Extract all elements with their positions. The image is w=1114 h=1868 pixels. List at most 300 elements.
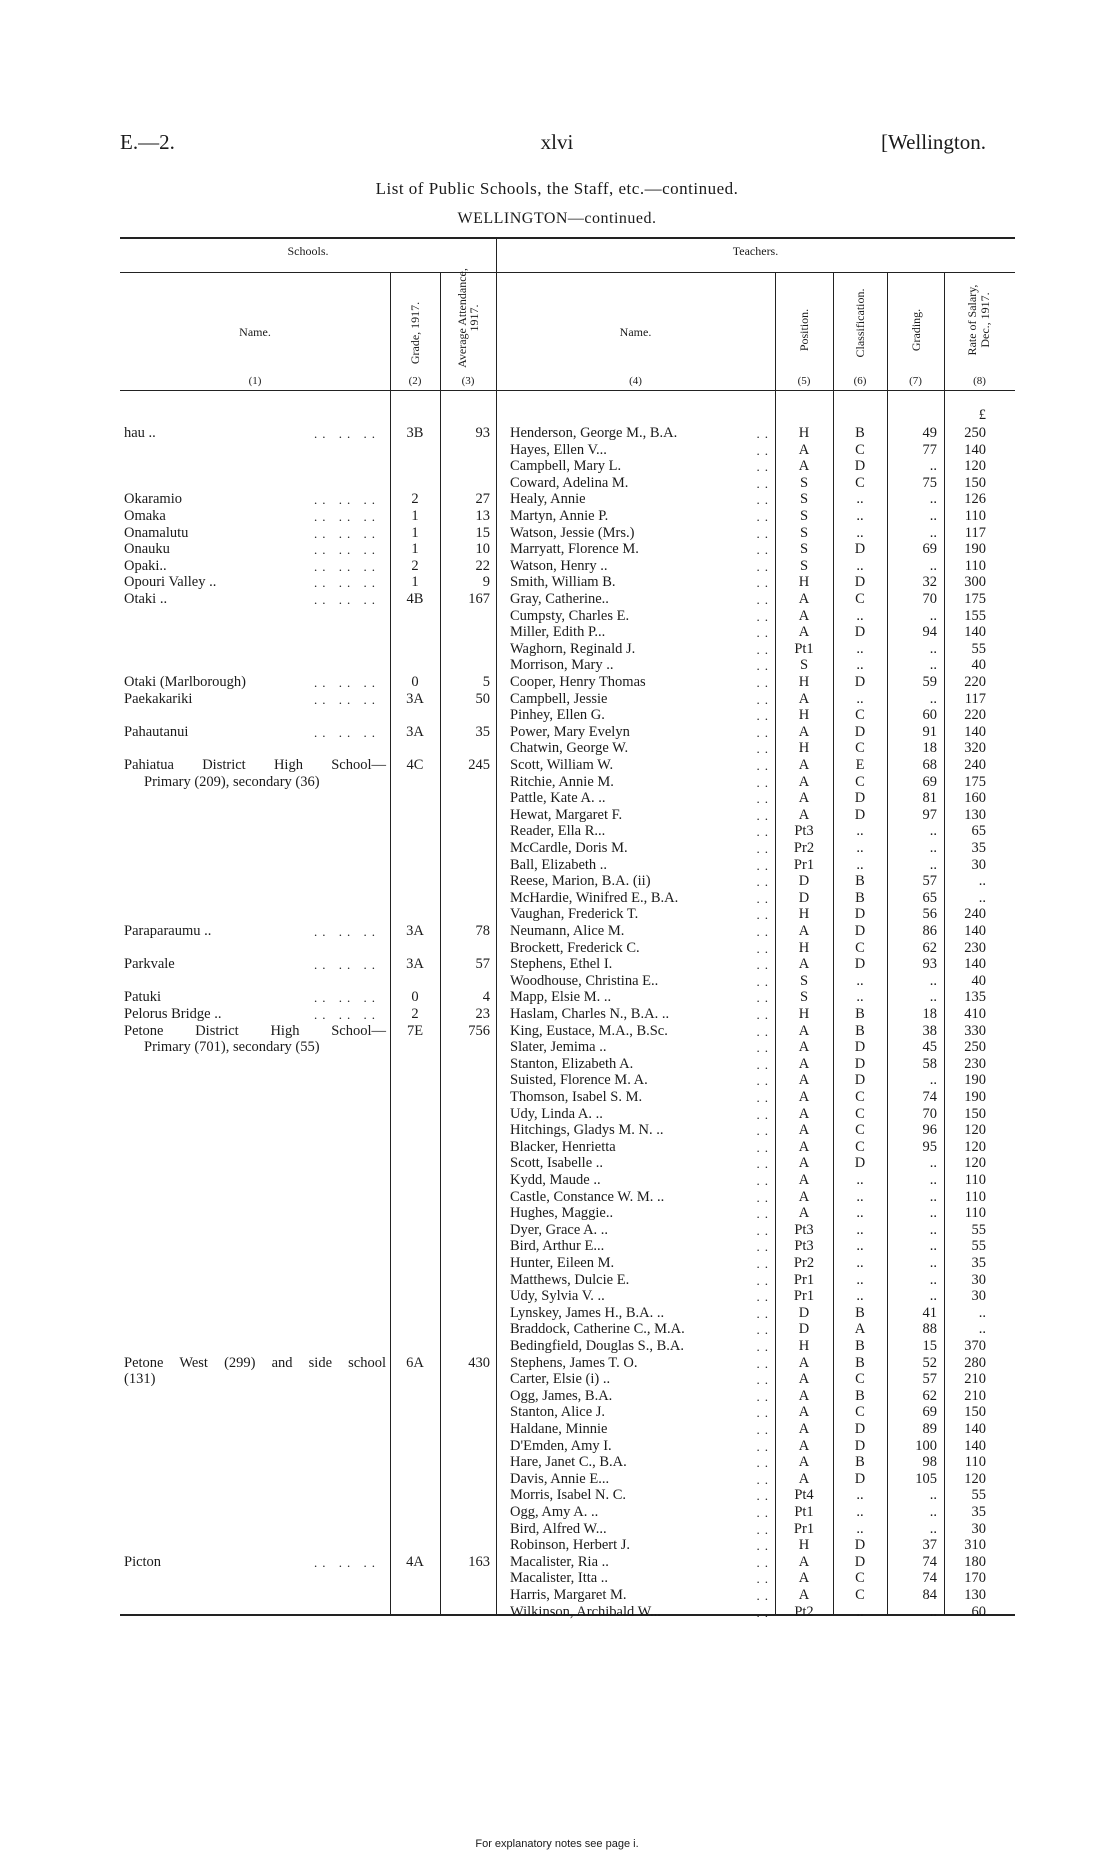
school-attendance: 10 bbox=[475, 541, 490, 558]
col-classification: Classification. bbox=[853, 288, 867, 358]
teacher-grading: 91 bbox=[922, 723, 937, 740]
teacher-salary: 35 bbox=[971, 1504, 986, 1520]
school-grade: 3A bbox=[406, 956, 424, 973]
teacher-grading: 69 bbox=[922, 541, 937, 558]
teacher-classification: C bbox=[855, 441, 865, 458]
teacher-name: Hayes, Ellen V... bbox=[510, 441, 607, 458]
currency-symbol: £ bbox=[978, 407, 986, 423]
teacher-position: Pr2 bbox=[793, 840, 815, 856]
teacher-salary: 310 bbox=[964, 1537, 986, 1554]
header-left: E.—2. bbox=[120, 130, 175, 154]
teacher-salary: 240 bbox=[964, 757, 986, 773]
teacher-salary: 140 bbox=[964, 723, 986, 740]
teacher-grading: .. bbox=[929, 1188, 937, 1205]
teacher-salary: 160 bbox=[964, 790, 986, 807]
teacher-classification: C bbox=[855, 1089, 865, 1105]
teacher-position: Pt3 bbox=[794, 823, 814, 840]
teacher-position: A bbox=[798, 1188, 810, 1205]
teacher-classification: C bbox=[855, 591, 865, 607]
teacher-position: Pr1 bbox=[793, 1520, 815, 1537]
leader-dots: .. bbox=[756, 924, 773, 939]
teacher-classification: B bbox=[855, 1304, 865, 1321]
leader-dots: .. .. .. bbox=[314, 924, 380, 939]
teacher-classification: .. bbox=[856, 1238, 864, 1255]
teacher-salary: 120 bbox=[964, 1122, 986, 1139]
leader-dots: .. bbox=[756, 592, 773, 607]
teacher-grading: .. bbox=[929, 524, 937, 541]
header-bottom-rule bbox=[120, 390, 1015, 391]
teacher-position: Pt2 bbox=[794, 1603, 814, 1620]
teacher-name: Matthews, Dulcie E. bbox=[510, 1271, 630, 1288]
teacher-name: Hewat, Margaret F. bbox=[510, 806, 623, 823]
school-grade: 1 bbox=[411, 541, 419, 558]
teacher-grading: .. bbox=[929, 1271, 937, 1288]
school-name: Pelorus Bridge .. bbox=[124, 1006, 222, 1022]
teacher-grading: .. bbox=[929, 1520, 937, 1537]
school-attendance: 245 bbox=[468, 757, 490, 773]
col-position: Position. bbox=[797, 308, 811, 352]
leader-dots: .. bbox=[756, 1073, 773, 1089]
teacher-classification: D bbox=[854, 1537, 866, 1554]
leader-dots: .. bbox=[756, 1040, 773, 1056]
col-number-8: (8) bbox=[973, 375, 986, 387]
teacher-name: Bird, Arthur E... bbox=[510, 1238, 605, 1255]
school-attendance: 35 bbox=[475, 723, 490, 740]
teacher-salary: 170 bbox=[964, 1570, 986, 1587]
teacher-classification: C bbox=[855, 1138, 865, 1155]
teacher-grading: 70 bbox=[922, 1105, 937, 1122]
leader-dots: .. bbox=[756, 824, 773, 840]
teacher-salary: 65 bbox=[971, 823, 986, 840]
school-name: Pahiatua District High School— bbox=[124, 757, 386, 773]
teacher-position: A bbox=[798, 1205, 810, 1222]
leader-dots: .. bbox=[756, 426, 773, 441]
col-grading: Grading. bbox=[909, 308, 923, 352]
leader-dots: .. bbox=[756, 741, 773, 757]
leader-dots: .. bbox=[756, 1056, 773, 1072]
teacher-grading: 95 bbox=[922, 1138, 937, 1155]
leader-dots: .. bbox=[756, 1023, 773, 1039]
teacher-position: A bbox=[798, 923, 810, 939]
teacher-grading: .. bbox=[929, 1221, 937, 1238]
school-name: Omaka bbox=[124, 508, 166, 524]
teacher-classification: .. bbox=[856, 607, 864, 624]
teacher-name: Morrison, Mary .. bbox=[510, 657, 614, 674]
school-attendance: 4 bbox=[482, 989, 490, 1006]
teacher-classification: E bbox=[855, 757, 865, 773]
teacher-salary: 110 bbox=[964, 557, 986, 574]
teacher-salary: 330 bbox=[964, 1022, 986, 1039]
teacher-classification: .. bbox=[856, 1172, 864, 1188]
leader-dots: .. bbox=[756, 1488, 773, 1504]
school-name: Onamalutu bbox=[124, 524, 189, 541]
teacher-name: Morris, Isabel N. C. bbox=[510, 1487, 626, 1504]
leader-dots: .. .. .. bbox=[314, 1554, 380, 1570]
teacher-salary: 140 bbox=[964, 441, 986, 458]
teacher-name: Blacker, Henrietta bbox=[510, 1138, 616, 1155]
teacher-position: A bbox=[798, 1105, 810, 1122]
leader-dots: .. bbox=[756, 675, 773, 690]
teacher-classification: D bbox=[854, 574, 866, 591]
leader-dots: .. bbox=[756, 1438, 773, 1454]
teacher-classification: D bbox=[854, 1039, 866, 1056]
teacher-position: H bbox=[798, 740, 810, 757]
leader-dots: .. bbox=[756, 1173, 773, 1188]
school-grade: 1 bbox=[411, 524, 419, 541]
teacher-position: A bbox=[798, 1039, 810, 1056]
leader-dots: .. bbox=[756, 1554, 773, 1570]
leader-dots: .. bbox=[756, 1322, 773, 1338]
leader-dots: .. bbox=[756, 758, 773, 773]
teacher-name: D'Emden, Amy I. bbox=[510, 1437, 612, 1454]
leader-dots: .. bbox=[756, 1090, 773, 1105]
leader-dots: .. bbox=[756, 1588, 773, 1603]
leader-dots: .. .. .. bbox=[314, 675, 380, 690]
teacher-grading: .. bbox=[929, 1238, 937, 1255]
teacher-position: Pt1 bbox=[794, 1504, 814, 1520]
teacher-salary: 130 bbox=[964, 806, 986, 823]
col-school-name: Name. bbox=[239, 325, 271, 339]
teacher-name: Martyn, Annie P. bbox=[510, 508, 609, 524]
teacher-name: Davis, Annie E... bbox=[510, 1470, 610, 1487]
teacher-salary: 250 bbox=[964, 425, 986, 441]
teacher-position: Pr1 bbox=[793, 1271, 815, 1288]
teacher-salary: 220 bbox=[964, 707, 986, 724]
leader-dots: .. bbox=[756, 1604, 773, 1620]
leader-dots: .. bbox=[756, 1471, 773, 1487]
teacher-grading: .. bbox=[929, 856, 937, 873]
teacher-salary: 126 bbox=[964, 491, 986, 508]
school-grade: 1 bbox=[411, 508, 419, 524]
leader-dots: .. bbox=[756, 625, 773, 641]
teacher-classification: .. bbox=[856, 1205, 864, 1222]
leader-dots: .. bbox=[756, 1521, 773, 1537]
school-name: Otaki (Marlborough) bbox=[124, 674, 247, 690]
teacher-salary: 117 bbox=[964, 690, 986, 707]
leader-dots: .. bbox=[756, 1007, 773, 1022]
teacher-salary: 35 bbox=[971, 840, 986, 856]
teacher-name: Dyer, Grace A. .. bbox=[510, 1221, 609, 1238]
teacher-classification: .. bbox=[856, 690, 864, 707]
leader-dots: .. bbox=[756, 575, 773, 591]
teacher-grading: .. bbox=[929, 508, 937, 524]
header-page-number: xlvi bbox=[540, 130, 574, 154]
teacher-salary: 150 bbox=[964, 474, 986, 491]
teacher-salary: 120 bbox=[964, 1155, 986, 1172]
teacher-name: Neumann, Alice M. bbox=[510, 923, 625, 939]
teacher-salary: 150 bbox=[964, 1105, 986, 1122]
teacher-name: Macalister, Itta .. bbox=[510, 1570, 609, 1587]
col-number-5: (5) bbox=[797, 375, 811, 387]
school-grade: 4C bbox=[406, 757, 424, 773]
teacher-name: Udy, Sylvia V. .. bbox=[510, 1288, 605, 1305]
leader-dots: .. bbox=[756, 791, 773, 807]
teacher-grading: 18 bbox=[922, 740, 937, 757]
teacher-salary: 320 bbox=[964, 740, 986, 757]
teacher-salary: 240 bbox=[964, 906, 986, 923]
teacher-position: A bbox=[798, 1387, 810, 1404]
teacher-name: Lynskey, James H., B.A. .. bbox=[510, 1304, 665, 1321]
teacher-classification: C bbox=[855, 740, 865, 757]
teacher-position: A bbox=[798, 607, 810, 624]
teacher-salary: 60 bbox=[971, 1603, 986, 1620]
teacher-classification: D bbox=[854, 458, 866, 475]
school-attendance: 13 bbox=[475, 508, 490, 524]
teacher-grading: 57 bbox=[922, 873, 937, 890]
teacher-classification: .. bbox=[856, 1271, 864, 1288]
teacher-position: Pt3 bbox=[794, 1238, 814, 1255]
teacher-name: Cooper, Henry Thomas bbox=[510, 674, 646, 690]
teacher-salary: 55 bbox=[971, 1238, 986, 1255]
teacher-position: Pt4 bbox=[794, 1487, 814, 1504]
teacher-classification: D bbox=[854, 1421, 866, 1437]
teacher-name: Campbell, Jessie bbox=[510, 690, 608, 707]
teacher-classification: .. bbox=[856, 1288, 864, 1305]
teacher-grading: 56 bbox=[922, 906, 937, 923]
leader-dots: .. bbox=[756, 1206, 773, 1222]
teacher-classification: .. bbox=[856, 657, 864, 674]
teacher-classification: C bbox=[855, 939, 865, 956]
teacher-position: A bbox=[798, 790, 810, 807]
teacher-name: Coward, Adelina M. bbox=[510, 474, 629, 491]
teacher-grading: 77 bbox=[922, 441, 937, 458]
teacher-name: Scott, Isabelle .. bbox=[510, 1155, 604, 1172]
teacher-position: D bbox=[798, 1321, 810, 1338]
teacher-classification: .. bbox=[856, 640, 864, 657]
teacher-name: Ogg, Amy A. .. bbox=[510, 1504, 599, 1520]
teacher-salary: 110 bbox=[964, 1172, 986, 1188]
teacher-position: A bbox=[798, 624, 810, 641]
teacher-classification: .. bbox=[856, 524, 864, 541]
school-grade: 3A bbox=[406, 690, 424, 707]
group-schools: Schools. bbox=[287, 244, 329, 258]
teacher-position: A bbox=[798, 723, 810, 740]
teacher-position: S bbox=[799, 524, 809, 541]
teacher-name: Pinhey, Ellen G. bbox=[510, 707, 605, 724]
school-name: Pahautanui bbox=[124, 723, 189, 740]
leader-dots: .. .. .. bbox=[314, 691, 380, 707]
teacher-salary: 120 bbox=[964, 1138, 986, 1155]
teacher-name: Hitchings, Gladys M. N. .. bbox=[510, 1122, 664, 1139]
school-grade: 2 bbox=[411, 491, 419, 508]
teacher-classification: .. bbox=[856, 1603, 864, 1620]
teacher-position: Pr2 bbox=[793, 1255, 815, 1271]
leader-dots: .. bbox=[756, 774, 773, 790]
leader-dots: .. bbox=[756, 442, 773, 458]
leader-dots: .. .. .. bbox=[314, 492, 380, 508]
teacher-name: Bedingfield, Douglas S., B.A. bbox=[510, 1338, 684, 1354]
leader-dots: .. .. .. bbox=[314, 724, 380, 740]
teacher-classification: D bbox=[854, 923, 866, 939]
teacher-name: King, Eustace, M.A., B.Sc. bbox=[510, 1022, 668, 1039]
teacher-position: Pr1 bbox=[793, 856, 815, 873]
school-attendance: 163 bbox=[468, 1553, 490, 1570]
teacher-name: Udy, Linda A. .. bbox=[510, 1105, 603, 1122]
teacher-grading: 100 bbox=[915, 1437, 937, 1454]
leader-dots: .. bbox=[756, 558, 773, 574]
teacher-name: Stephens, Ethel I. bbox=[510, 956, 613, 973]
teacher-grading: .. bbox=[929, 1487, 937, 1504]
teacher-classification: C bbox=[855, 1371, 865, 1388]
teacher-position: Pt1 bbox=[794, 640, 814, 657]
teacher-position: A bbox=[798, 1437, 810, 1454]
leader-dots: .. bbox=[756, 890, 773, 906]
school-attendance: 23 bbox=[475, 1006, 490, 1022]
teacher-classification: D bbox=[854, 723, 866, 740]
teacher-grading: 65 bbox=[922, 889, 937, 906]
col-divider-schools-teachers bbox=[496, 237, 497, 1614]
school-grade: 4A bbox=[406, 1553, 424, 1570]
teacher-grading: .. bbox=[929, 1072, 937, 1089]
teacher-name: Kydd, Maude .. bbox=[510, 1172, 601, 1188]
teacher-classification: D bbox=[854, 1055, 866, 1072]
leader-dots: .. bbox=[756, 973, 773, 989]
teacher-name: Ball, Elizabeth .. bbox=[510, 856, 608, 873]
leader-dots: .. bbox=[756, 807, 773, 823]
col-salary: Rate of Salary, Dec., 1917. bbox=[965, 284, 992, 356]
teacher-name: Bird, Alfred W... bbox=[510, 1520, 607, 1537]
teacher-classification: C bbox=[855, 1122, 865, 1139]
teacher-classification: .. bbox=[856, 1221, 864, 1238]
teacher-salary: 150 bbox=[964, 1404, 986, 1421]
teacher-position: A bbox=[798, 1354, 810, 1371]
teacher-position: Pt3 bbox=[794, 1221, 814, 1238]
teacher-grading: 45 bbox=[922, 1039, 937, 1056]
teacher-classification: B bbox=[855, 425, 865, 441]
teacher-name: Watson, Jessie (Mrs.) bbox=[510, 524, 635, 541]
teacher-name: Hughes, Maggie.. bbox=[510, 1205, 614, 1222]
school-attendance: 50 bbox=[475, 690, 490, 707]
teacher-grading: 74 bbox=[922, 1089, 937, 1105]
teacher-name: Mapp, Elsie M. .. bbox=[510, 989, 612, 1006]
col-divider-grade-attendance bbox=[440, 272, 441, 1614]
teacher-salary: 190 bbox=[964, 1089, 986, 1105]
teacher-position: A bbox=[798, 1421, 810, 1437]
teacher-classification: .. bbox=[856, 1504, 864, 1520]
teacher-position: A bbox=[798, 1155, 810, 1172]
teacher-position: A bbox=[798, 956, 810, 973]
teacher-position: A bbox=[798, 458, 810, 475]
school-grade: 4B bbox=[406, 591, 424, 607]
teacher-position: S bbox=[799, 657, 809, 674]
school-name: Onauku bbox=[124, 541, 170, 558]
school-attendance: 93 bbox=[475, 425, 490, 441]
teacher-classification: .. bbox=[856, 856, 864, 873]
teacher-name: Gray, Catherine.. bbox=[510, 591, 609, 607]
teacher-name: Chatwin, George W. bbox=[510, 740, 629, 757]
teacher-name: Thomson, Isabel S. M. bbox=[510, 1089, 643, 1105]
school-grade: 0 bbox=[411, 989, 419, 1006]
teacher-salary: 140 bbox=[964, 923, 986, 939]
teacher-grading: .. bbox=[929, 640, 937, 657]
teacher-classification: C bbox=[855, 1587, 865, 1603]
teacher-position: H bbox=[798, 425, 810, 441]
leader-dots: .. bbox=[756, 990, 773, 1006]
teacher-classification: C bbox=[855, 1570, 865, 1587]
teacher-grading: .. bbox=[929, 557, 937, 574]
school-name: Opouri Valley .. bbox=[124, 574, 217, 591]
teacher-name: Braddock, Catherine C., M.A. bbox=[510, 1321, 685, 1338]
teacher-classification: D bbox=[854, 790, 866, 807]
school-attendance: 5 bbox=[482, 674, 490, 690]
teacher-salary: 175 bbox=[964, 773, 986, 790]
teacher-classification: .. bbox=[856, 840, 864, 856]
col-divider-name-grade bbox=[390, 272, 391, 1614]
leader-dots: .. .. .. bbox=[314, 957, 380, 973]
teacher-classification: C bbox=[855, 707, 865, 724]
leader-dots: .. bbox=[756, 1305, 773, 1321]
footnote: For explanatory notes see page i. bbox=[475, 1838, 639, 1850]
teacher-name: Robinson, Herbert J. bbox=[510, 1537, 631, 1554]
teacher-salary: 55 bbox=[971, 1487, 986, 1504]
teacher-classification: B bbox=[855, 873, 865, 890]
teacher-name: Macalister, Ria .. bbox=[510, 1553, 609, 1570]
teacher-grading: .. bbox=[929, 972, 937, 989]
teacher-name: Slater, Jemima .. bbox=[510, 1039, 607, 1056]
school-name: Parkvale bbox=[124, 956, 175, 973]
teacher-classification: D bbox=[854, 806, 866, 823]
col-number-3: (3) bbox=[461, 375, 475, 387]
teacher-salary: 230 bbox=[964, 1055, 986, 1072]
teacher-salary: 370 bbox=[964, 1338, 986, 1354]
col-number-4: (4) bbox=[629, 375, 642, 387]
teacher-grading: 69 bbox=[922, 773, 937, 790]
teacher-salary: 280 bbox=[964, 1354, 986, 1371]
teacher-salary: 117 bbox=[964, 524, 986, 541]
teacher-position: A bbox=[798, 1022, 810, 1039]
teacher-classification: B bbox=[855, 1387, 865, 1404]
teacher-name: Suisted, Florence M. A. bbox=[510, 1072, 648, 1089]
teacher-classification: .. bbox=[856, 972, 864, 989]
teacher-position: A bbox=[798, 1072, 810, 1089]
teacher-classification: D bbox=[854, 1437, 866, 1454]
school-grade: 1 bbox=[411, 574, 419, 591]
teacher-salary: 175 bbox=[964, 591, 986, 607]
teacher-position: A bbox=[798, 1122, 810, 1139]
teacher-grading: .. bbox=[929, 1504, 937, 1520]
group-rule bbox=[120, 272, 1015, 273]
teacher-position: A bbox=[798, 757, 810, 773]
teacher-salary: 40 bbox=[971, 657, 986, 674]
teacher-salary: 250 bbox=[964, 1039, 986, 1056]
teacher-grading: 15 bbox=[922, 1338, 937, 1354]
teacher-position: A bbox=[798, 1553, 810, 1570]
teacher-classification: D bbox=[854, 956, 866, 973]
teacher-salary: 180 bbox=[964, 1553, 986, 1570]
teacher-grading: 86 bbox=[922, 923, 937, 939]
teacher-salary: 190 bbox=[964, 541, 986, 558]
teacher-classification: C bbox=[855, 773, 865, 790]
teacher-grading: .. bbox=[929, 690, 937, 707]
school-attendance: 430 bbox=[468, 1354, 490, 1371]
teacher-grading: 58 bbox=[922, 1055, 937, 1072]
teacher-grading: .. bbox=[929, 1155, 937, 1172]
teacher-grading: .. bbox=[929, 607, 937, 624]
leader-dots: .. bbox=[756, 1538, 773, 1554]
leader-dots: .. bbox=[756, 1256, 773, 1271]
teacher-name: McHardie, Winifred E., B.A. bbox=[510, 889, 679, 906]
leader-dots: .. .. .. bbox=[314, 990, 380, 1006]
teacher-grading: 88 bbox=[922, 1321, 937, 1338]
teacher-salary: 130 bbox=[964, 1587, 986, 1603]
leader-dots: .. bbox=[756, 1372, 773, 1388]
teacher-position: A bbox=[798, 1570, 810, 1587]
leader-dots: .. bbox=[756, 1405, 773, 1421]
leader-dots: .. bbox=[756, 542, 773, 558]
teacher-salary: 30 bbox=[971, 1520, 986, 1537]
leader-dots: .. bbox=[756, 857, 773, 873]
teacher-classification: D bbox=[854, 1155, 866, 1172]
